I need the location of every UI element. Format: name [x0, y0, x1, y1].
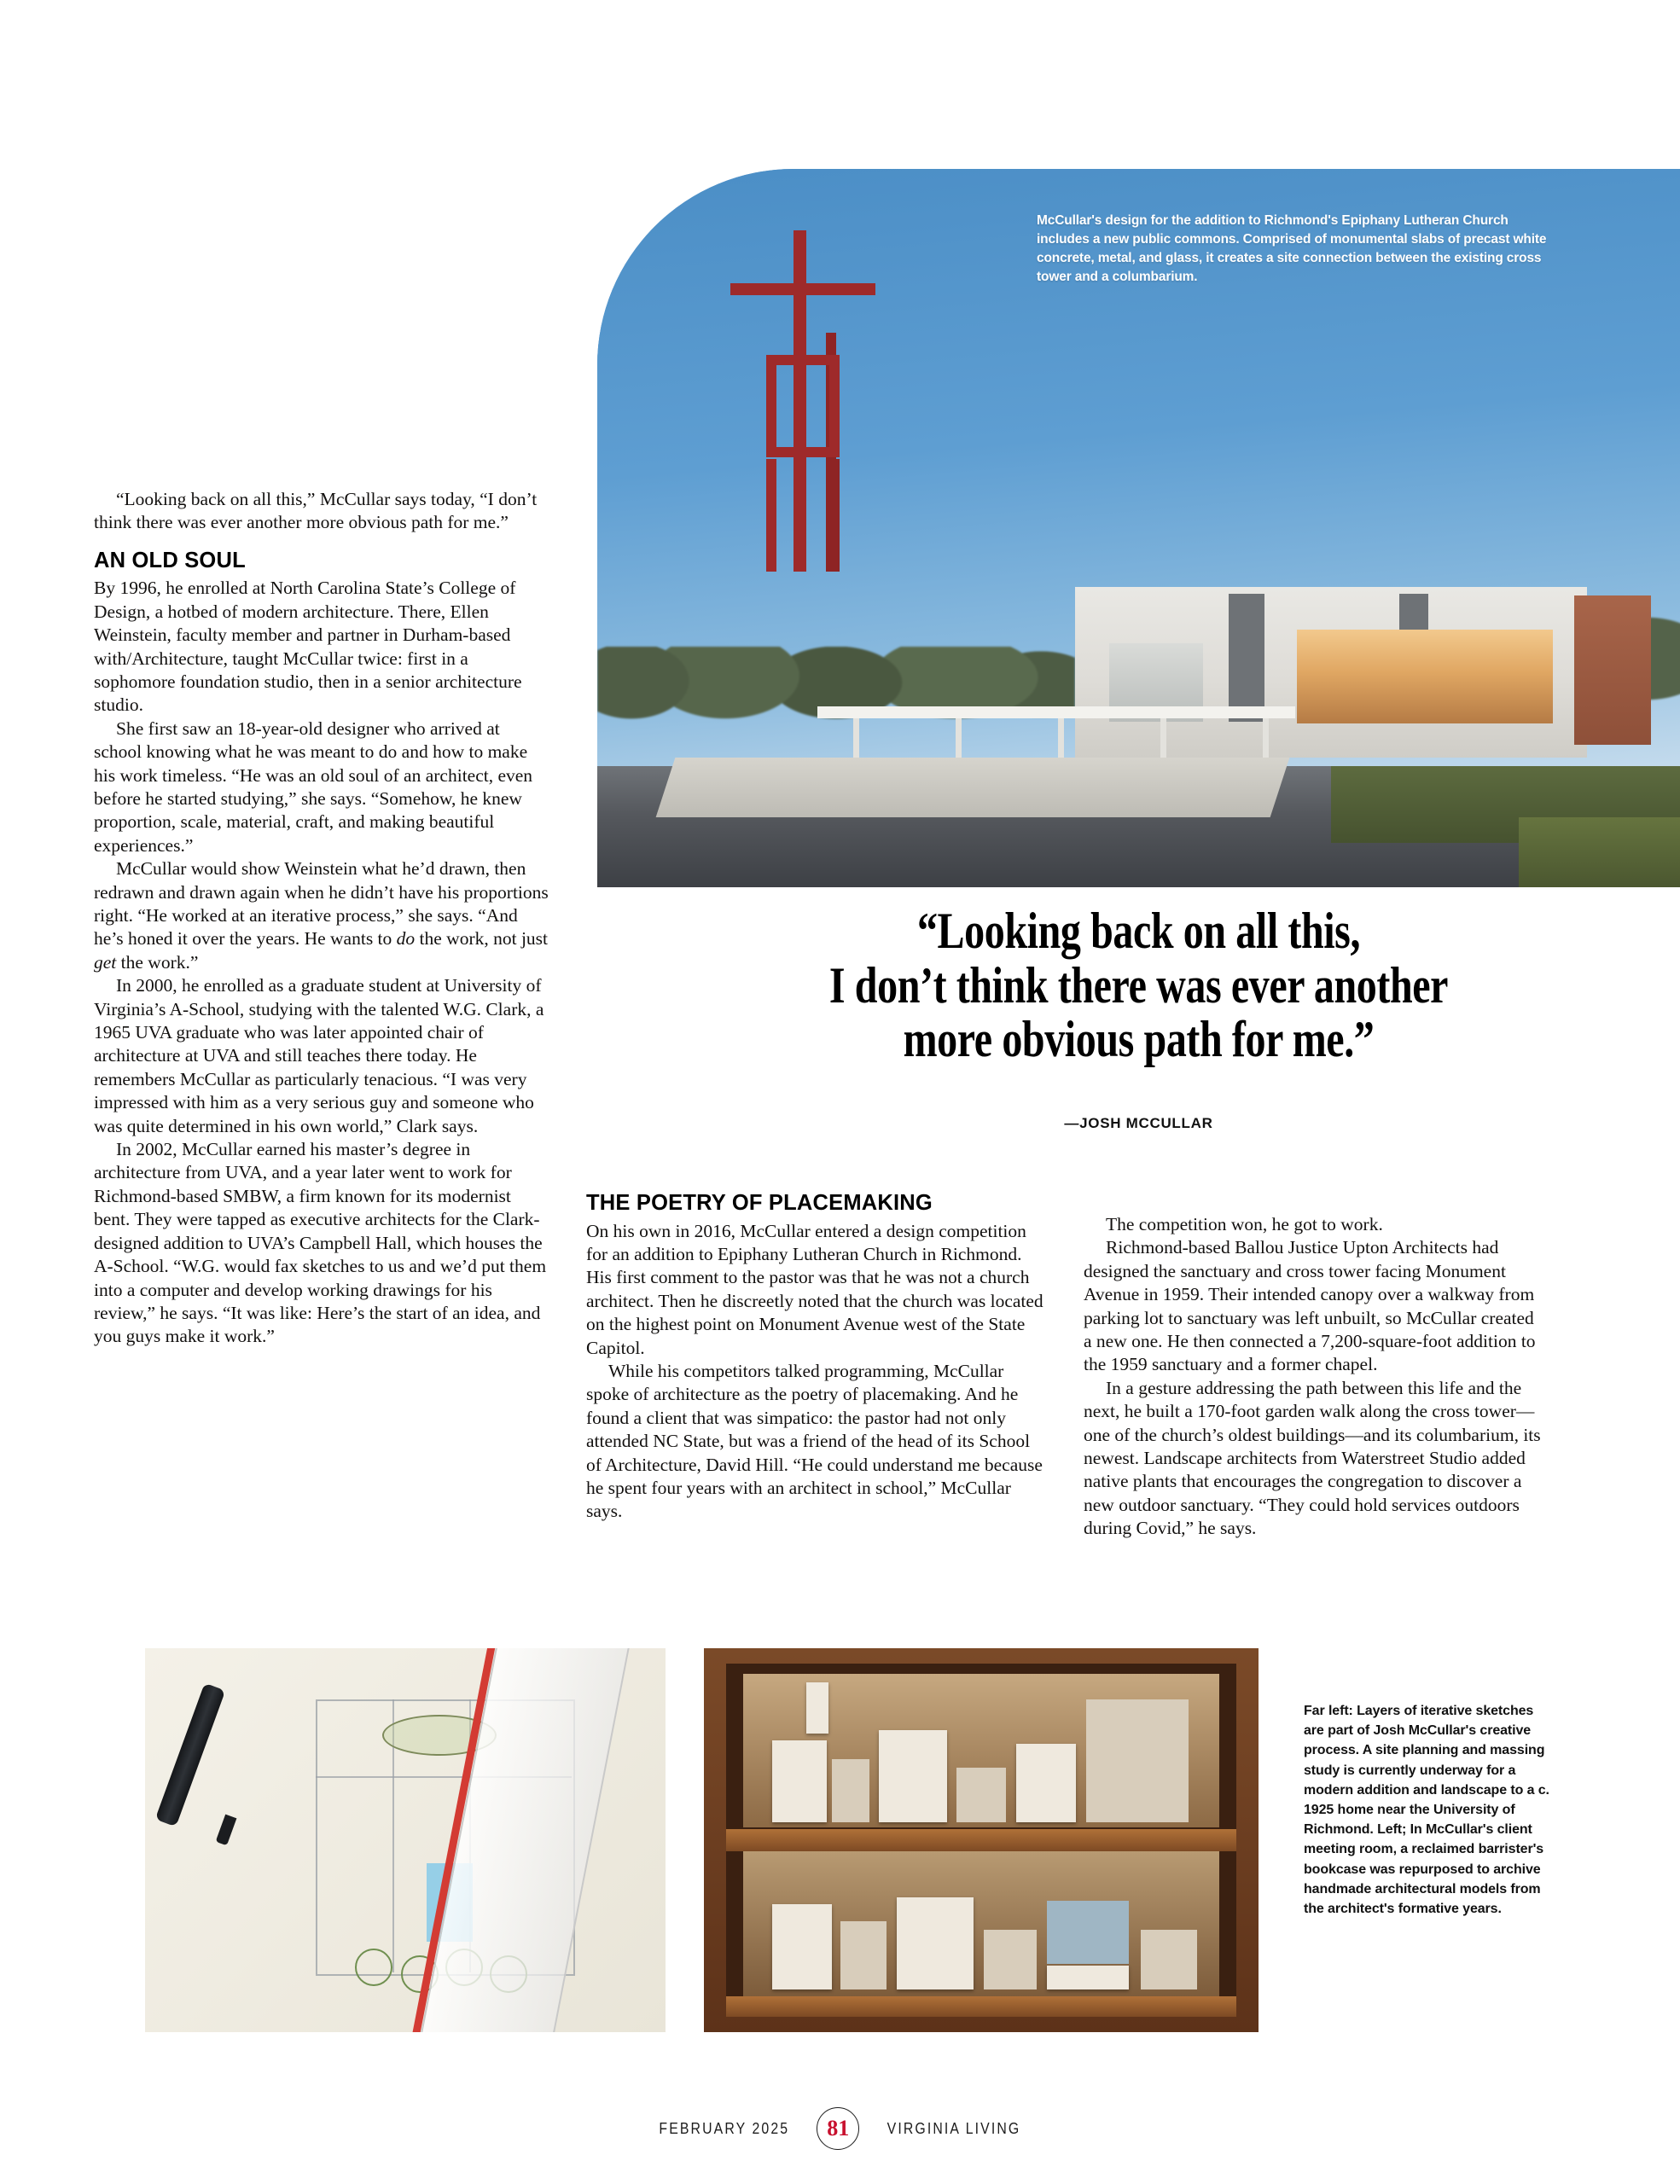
middle-text-column [586, 1177, 1043, 1524]
pull-quote-line-3: more obvious path for me.” [903, 1011, 1375, 1068]
shelf-divider-upper [726, 1829, 1236, 1851]
paragraph-right-2: Richmond-based Ballou Justice Upton Architects had designed the sanctuary and cross tower facing Monument Avenue in 1959. Their intended canopy over a walkway from parking lot to sanctuary was left unbuilt, so McCullar created a new one. He then connected a 7,200-square-foot addition to the 1959 sanctuary and a former chapel. [1084, 1237, 1536, 1375]
model-base [1047, 1966, 1129, 1989]
paragraph-middle-1: On his own in 2016, McCullar entered a design competition for an addition to Epiphany Lutheran Church in Richmond. His first comment to the pastor was that he was not a church architect. Then he discreetly noted that the church was located on the highest point on Monument Avenue west of the State Capitol. [586, 1220, 1043, 1358]
paragraph-3 [94, 857, 551, 974]
architectural-model [840, 1921, 887, 1989]
footer-issue-date: FEBRUARY 2025 [659, 2119, 789, 2137]
column-spacer [1084, 1177, 1541, 1213]
model-detail-tower [806, 1682, 828, 1734]
concrete-plaza [656, 758, 1290, 817]
pull-quote-attribution: —JOSH MCCULLAR [1064, 1115, 1213, 1131]
architectural-model [772, 1740, 827, 1822]
treeline-left [597, 647, 1075, 749]
footer-publication-name: VIRGINIA LIVING [887, 2119, 1021, 2137]
right-text-column [1084, 1177, 1541, 1541]
lawn-area-foreground [1519, 817, 1680, 887]
page-footer [0, 2107, 1680, 2150]
pull-quote-line-1: “Looking back on all this, [916, 903, 1361, 959]
tower-frame-upper [766, 355, 840, 457]
walkway-canopy [817, 706, 1295, 718]
tree-symbol [355, 1949, 392, 1986]
paragraph-right-3: In a gesture addressing the path between this life and the next, he built a 170-foot garden walk along the cross tower—one of the church’s oldest buildings—and its columbarium, its newest. Landscape architects from Waterstreet Studio added native plants that encourages the congregation to discover a new outdoor sanctuary. “They could hold services outdoors during Covid,” he says. [1084, 1377, 1541, 1539]
architectural-model-large [1086, 1699, 1189, 1822]
p3-part2: the work, not just [415, 928, 549, 950]
bottom-photos-caption: Far left: Layers of iterative sketches are part of Josh McCullar's creative process. A site planning and massing study is currently underway for a modern addition and landscape to a c. 1925 home near the University of Richmond. Left; In McCullar's client meeting room, a reclaimed barrister's bookcase was repurposed to archive handmade architectural models from the architect's formative years. [1304, 1704, 1549, 1916]
lower-text-block [0, 1177, 1680, 1587]
architectural-model [832, 1759, 869, 1822]
pull-quote [706, 904, 1572, 1067]
architectural-model [956, 1768, 1006, 1822]
pull-quote-line-2: I don’t think there was ever another [828, 956, 1449, 1014]
photo-architectural-sketches [145, 1648, 666, 2032]
paragraph-right-1: The competition won, he got to work. [1106, 1214, 1383, 1234]
p3-part3: the work.” [116, 951, 199, 973]
architectural-model [1016, 1744, 1076, 1822]
glass-curtain-wall-lit [1297, 630, 1553, 723]
shelf-divider-lower [726, 1996, 1236, 2017]
page-number-badge [817, 2107, 859, 2150]
paragraph-1: By 1996, he enrolled at North Carolina State’s College of Design, a hotbed of modern architecture. There, Ellen Weinstein, faculty member and partner in Durham-based with/Architecture, taught McCullar twice: first in a sophomore foundation studio, then in a senior architecture studio. [94, 578, 522, 716]
cross-tower-structure [747, 230, 857, 572]
p3-italic-do: do [396, 928, 416, 950]
section-heading-an-old-soul: AN OLD SOUL [94, 548, 246, 572]
architectural-model [1141, 1930, 1197, 1989]
paragraph-2: She first saw an 18-year-old designer who arrived at school knowing what he was meant to do and how to make his work timeless. “He was an old soul of an architect, even before he started studying,” she says. “Somehow, he knew proportion, scale, material, craft, and making beautiful experiences.” [94, 717, 533, 856]
architectural-model [772, 1904, 832, 1989]
hero-photo-caption: McCullar's design for the addition to Richmond's Epiphany Lutheran Church includes a new public commons. Comprised of monumental slabs of precast white concrete, metal, and glass, it creates a site connection between the existing cross tower and a columbarium. [1037, 213, 1547, 284]
tower-frame-lower [766, 459, 840, 572]
p3-italic-get: get [94, 951, 117, 973]
architectural-model [879, 1730, 947, 1822]
paragraph-intro: “Looking back on all this,” McCullar says today, “I don’t think there was ever another more obvious path for me.” [94, 489, 538, 533]
facade-panel-dark-1 [1229, 594, 1264, 722]
paragraph-4: In 2000, he enrolled as a graduate student at University of Virginia’s A-School, studying with the talented W.G. Clark, a 1965 UVA graduate who was later appointed chair of architecture at UVA and still teaches there today. He remembers McCullar as particularly tenacious. “I was very impressed with him as a very serious guy and someone who was quite determined in his own world,” Clark says. [94, 975, 544, 1136]
architectural-model [984, 1930, 1037, 1989]
photo-model-bookcase [704, 1648, 1259, 2032]
page-number: 81 [827, 2116, 850, 2140]
p3-part1: McCullar would show Weinstein what he’d drawn, then redrawn and drawn again when he didn’t have his proportions right. “He worked at an iterative process,” she says. “And he’s honed it over the years. He wants to [94, 858, 549, 950]
brick-wing [1574, 595, 1651, 745]
section-heading-poetry-of-placemaking: THE POETRY OF PLACEMAKING [586, 1191, 933, 1215]
paragraph-middle-2: While his competitors talked programming, McCullar spoke of architecture as the poetry of placemaking. And he found a client that was simpatico: the pastor had not only attended NC State, but was a friend of the head of its School of Architecture, David Hill. “He could understand me because he spent four years with an architect in school,” McCullar says. [586, 1360, 1043, 1522]
paragraph-5: In 2002, McCullar earned his master’s degree in architecture from UVA, and a year later went to work for Richmond-based SMBW, a firm known for its modernist bent. They were tapped as executive architects for the Clark-designed addition to UVA’s Campbell Hall, which houses the A-School. “W.G. would fax sketches to us and we’d put them into a computer and develop working drawings for his review,” he says. “It was like: Here’s the start of an idea, and you guys make it work.” [94, 1139, 547, 1347]
architectural-model [897, 1897, 974, 1989]
framed-drawing [1047, 1901, 1129, 1964]
